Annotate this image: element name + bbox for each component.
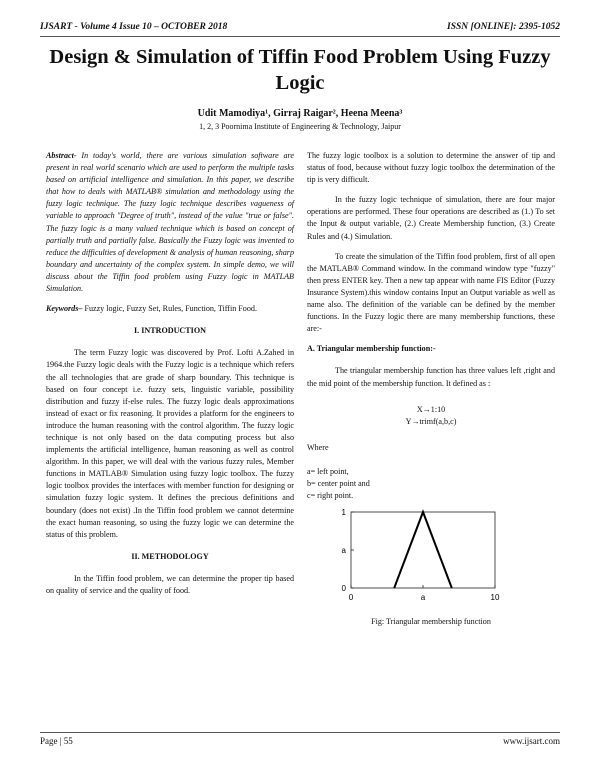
triangular-chart (307, 506, 555, 614)
equation-x: X→1:10 (416, 404, 446, 414)
affiliation: 1, 2, 3 Poornima Institute of Engineering & Technology, Jaipur (199, 122, 401, 131)
y-tick-label: a (341, 546, 346, 556)
figure-caption: Fig: Triangular membership function (371, 617, 491, 627)
simulation-paragraph: To create the simulation of the Tiffin food problem, first of all open the MATLAB® Command window. In the command window type "fuzzy" then press ENTER key. Then a new tap appear with name FIS Editor (Fuzzy Insurance System).this window contains Input an Output variable as well as name also. The definition of the variable can be defined by the member functions. In the Fuzzy logic there are many membership functions, these are:- (307, 251, 555, 334)
definition-c: c= right point. (307, 491, 354, 501)
triangular-paragraph: The triangular membership function has three values left ,right and the mid point of the membership function. It defined as : (307, 366, 555, 388)
journal-header: IJSART - Volume 4 Issue 10 – OCTOBER 2018 (40, 22, 228, 32)
series-line (394, 512, 452, 588)
right-column (307, 150, 555, 628)
abstract-text: In today's world, there are various simulation software are present in real world scenario which are used to perform the multiple tasks based on artificial intelligence and simulation. In this paper, we describe that how to deals with MATLAB® simulation and methodology using the fuzzy logic technique. The fuzzy logic technique describes vagueness of variable to approach "Degree of truth", instead of the value "true or false". The fuzzy logic is a many valued technique which is based on concept of partially truth and partially false. Basically the Fuzzy logic was invented to reduce the difficulties of development & analysis of human reasoning, sharp boundary and uncertainty of the complex system. In simple demo, we will discuss about the Tiffin food problem using Fuzzy logic in MATLAB Simulation. (46, 151, 294, 294)
journal-website: www.ijsart.com (503, 736, 560, 746)
definition-a: a= left point, (307, 466, 349, 476)
x-tick-label: 0 (348, 593, 354, 603)
left-column (46, 150, 294, 605)
section-heading-introduction: I. INTRODUCTION (134, 326, 206, 336)
y-tick-label: 0 (341, 584, 346, 594)
plot-frame (351, 512, 495, 588)
issn-header: ISSN [ONLINE]: 2395-1052 (447, 22, 560, 32)
keywords (46, 303, 294, 315)
x-tick-label: 10 (490, 593, 500, 603)
definition-b: b= center point and (307, 478, 370, 488)
x-tick-label: a (420, 593, 426, 603)
toolbox-paragraph: The fuzzy logic toolbox is a solution to determine the answer of tip and status of food, because without fuzzy logic toolbox the determination of the tip is very difficult. (307, 151, 555, 185)
operations-paragraph: In the fuzzy logic technique of simulation, there are four major operations are performed. These four operations are described as (1.) To set the Input & output variable, (2.) Create Membership function, (3.) Create Rules and (4.) Simulation. (307, 195, 555, 241)
where-label: Where (307, 442, 329, 452)
section-heading-methodology: II. METHODOLOGY (131, 551, 209, 561)
header-divider (40, 36, 560, 37)
authors: Udit Mamodiya¹, Girraj Raigar², Heena Meena³ (197, 108, 403, 119)
abstract (46, 150, 294, 295)
page-number: Page | 55 (40, 736, 73, 746)
methodology-text: In the Tiffin food problem, we can determine the proper tip based on quality of service and the quality of food. (46, 573, 294, 595)
paper-title: Design & Simulation of Tiffin Food Problem Using Fuzzy Logic (49, 46, 551, 94)
keywords-label: Keywords– (46, 304, 83, 314)
equation-y: Y→trimf(a,b,c) (405, 416, 457, 426)
abstract-label: Abstract- (46, 151, 77, 160)
triangular-figure (307, 506, 555, 614)
introduction-text: The term Fuzzy logic was discovered by Prof. Lofti A.Zahed in 1964.the Fuzzy logic deals with the Fuzzy logic is a technique which refers the all technologies that are grade of sharp boundary. This technique is based on four concept i.e. fuzzy sets, linguistic variable, possibility distribution and fuzzy if-else rules. The fuzzy logic deals approximations instead of exact or fix reasoning. It provides a platform for the engineers to introduce the human reasoning with the control algorithm. The fuzzy logic technique is not only based on the data computing process but also implements the artificial intelligence, human reasoning as well as control algorithm. In this paper, we will deal with the various fuzzy rules, Member functions in MATLAB® Simulation using fuzzy logic toolbox. The fuzzy logic toolbox provides the interfaces with member function for designing or simulation fuzzy logic system. It defines the precious definitions and boundary (does not exist) .In the Tiffin food problem we cannot determine the exact human reasoning, so using the fuzzy logic we can determine the status of this problem. (46, 348, 294, 539)
subsection-heading: A. Triangular membership function:- (307, 344, 436, 354)
y-tick-label: 1 (341, 508, 346, 518)
keywords-text: Fuzzy logic, Fuzzy Set, Rules, Function, Tiffin Food. (82, 304, 257, 314)
footer-divider (40, 732, 560, 733)
